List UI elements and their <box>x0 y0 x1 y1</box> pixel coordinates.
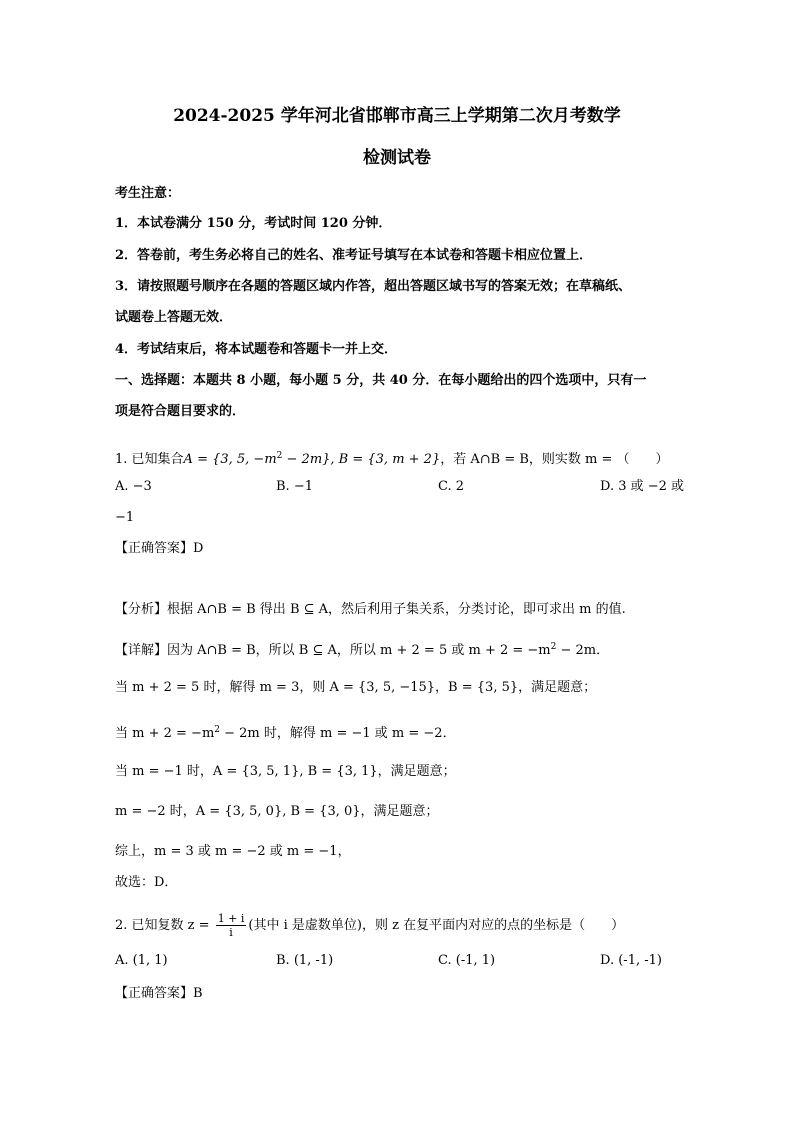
question-2-option-a: A. (1, 1) <box>115 953 168 968</box>
question-1-case-2: 当 $m + 2 = -m^2 - 2m$ 时，解得 m = −1 或 m = −2． <box>115 725 456 741</box>
question-1-option-a: A. −3 <box>115 479 152 494</box>
notice-item-2: 2．答卷前，考生务必将自己的姓名、准考证号填写在本试卷和答题卡相应位置上． <box>115 248 593 263</box>
question-2-stem: 2. 已知复数 z = $\frac{1 + i}{i}$ (其中 i 是虚数单位)，则 z 在复平面内对应的点的坐标是（ ） <box>115 912 625 939</box>
notice-item-1: 1．本试卷满分 150 分，考试时间 120 分钟． <box>115 216 392 231</box>
question-1-stem: 1. 已知集合A = {3, 5, $-m^2 - 2m$}, B = {3, m + 2}，若 A∩B = B，则实数 m = （ ） <box>115 451 669 467</box>
question-1-answer: 【正确答案】D <box>115 541 204 556</box>
question-2-answer: 【正确答案】B <box>115 986 203 1001</box>
section-heading-cont: 项是符合题目要求的． <box>115 404 246 419</box>
question-1-option-c: C. 2 <box>438 479 465 494</box>
question-1-analysis: 【分析】根据 A∩B = B 得出 B ⊆ A，然后利用子集关系，分类讨论，即可求出 m 的值. <box>115 602 626 617</box>
question-1-option-b: B. −1 <box>276 479 313 494</box>
question-1-case-4: m = −2 时，A = {3, 5, 0}, B = {3, 0}，满足题意； <box>115 804 439 819</box>
notice-item-4: 4．考试结束后，将本试题卷和答题卡一并上交． <box>115 342 398 357</box>
notice-item-3: 3．请按照题号顺序在各题的答题区域内作答，超出答题区域书写的答案无效；在草稿纸、 <box>115 279 632 294</box>
question-2-option-b: B. (1, -1) <box>276 953 334 968</box>
fraction: $\frac{1 + i}{i}$ <box>217 912 245 939</box>
question-2-option-d: D. (-1, -1) <box>600 953 662 968</box>
question-1-choose: 故选：D． <box>115 875 178 890</box>
page-title-line2: 检测试卷 <box>363 148 431 168</box>
page-title: 2024-2025 学年河北省邯郸市高三上学期第二次月考数学 <box>173 106 621 126</box>
notice-item-3-cont: 试题卷上答题无效． <box>115 310 233 325</box>
question-1-case-3: 当 m = −1 时，A = {3, 5, 1}, B = {3, 1}，满足题意； <box>115 764 456 779</box>
question-1-detail: 【详解】因为 A∩B = B，所以 B ⊆ A，所以 m + 2 = 5 或 $m + 2 = -m^2 - 2m$． <box>115 642 610 658</box>
section-heading: 一、选择题：本题共 8 小题，每小题 5 分，共 40 分．在每小题给出的四个选项中，只有一 <box>115 373 647 388</box>
question-1-summary: 综上，m = 3 或 m = −2 或 m = −1， <box>115 844 351 859</box>
question-2-option-c: C. (-1, 1) <box>438 953 496 968</box>
question-1-option-d-cont: −1 <box>115 510 135 525</box>
question-1-case-1: 当 m + 2 = 5 时，解得 m = 3，则 A = {3, 5, −15}，B = {3, 5}，满足题意； <box>115 680 597 695</box>
question-1-option-d: D. 3 或 −2 或 <box>600 479 685 494</box>
notice-heading: 考生注意： <box>115 186 181 201</box>
